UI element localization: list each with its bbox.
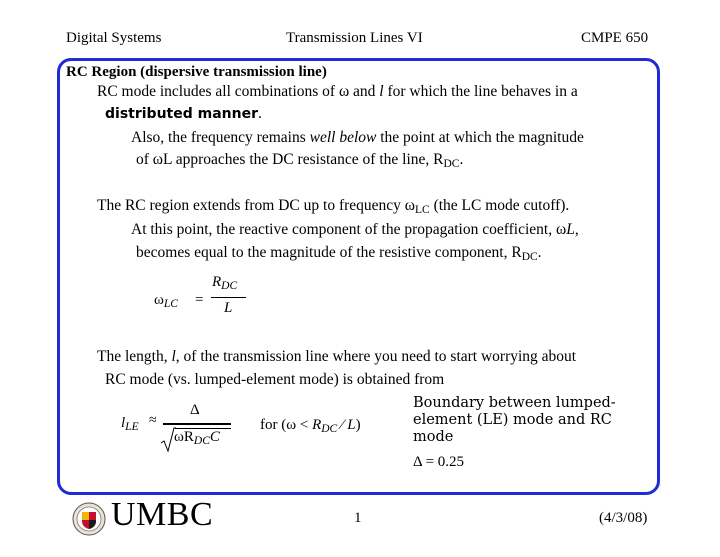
delta-value: Δ = 0.25 (413, 454, 465, 470)
eq2-lhs: $l_{LE}$ (121, 415, 139, 433)
footer-date: (4/3/08) (599, 510, 648, 526)
eq1-denominator: L (224, 300, 233, 316)
eq1-equals: = (195, 292, 204, 308)
eq1-fraction-bar (211, 297, 246, 298)
paragraph-rc-region: The RC region extends from DC up to frequency $\omega_{LC}$ (the LC mode cutoff). (97, 197, 570, 216)
page-number: 1 (354, 510, 362, 526)
umbc-logo-text: UMBC (111, 496, 214, 533)
eq2-approx: ≈ (149, 413, 157, 428)
umbc-seal-icon (72, 502, 106, 536)
paragraph-length: The length, l, of the transmission line where you need to start worrying about (97, 348, 577, 365)
slide-heading: RC Region (dispersive transmission line) (66, 64, 327, 80)
paragraph-reactive: At this point, the reactive component of the propagation coefficient, ωL, (131, 221, 579, 238)
eq1-lhs: $\omega_{LC}$ (154, 292, 178, 310)
header-title: Transmission Lines VI (286, 30, 423, 46)
paragraph-frequency-cont: of ωL approaches the DC resistance of the line, $R_{DC}$. (136, 151, 464, 170)
paragraph-rc-mode: RC mode includes all combinations of ω and l for which the line behaves in a (97, 83, 578, 100)
paragraph-rc-mode-cont: distributed manner. (105, 105, 262, 122)
boundary-note: Boundary between lumped- element (LE) mode and RC mode (413, 395, 616, 445)
eq2-denominator: $\omega R_{DC}C$ (174, 429, 220, 447)
header-course-area: Digital Systems (66, 30, 162, 46)
eq2-fraction-bar (163, 423, 231, 425)
paragraph-length-cont: RC mode (vs. lumped-element mode) is obtained from (105, 371, 445, 388)
paragraph-frequency: Also, the frequency remains well below the point at which the magnitude (131, 129, 584, 146)
header-course-code: CMPE 650 (581, 30, 649, 46)
eq2-condition: for ($\omega < R_{DC}$ ⁄ L) (260, 417, 361, 435)
paragraph-reactive-cont: becomes equal to the magnitude of the resistive component, $R_{DC}$. (136, 244, 542, 263)
eq2-numerator: Δ (190, 402, 200, 418)
eq1-numerator: $R_{DC}$ (212, 274, 238, 292)
